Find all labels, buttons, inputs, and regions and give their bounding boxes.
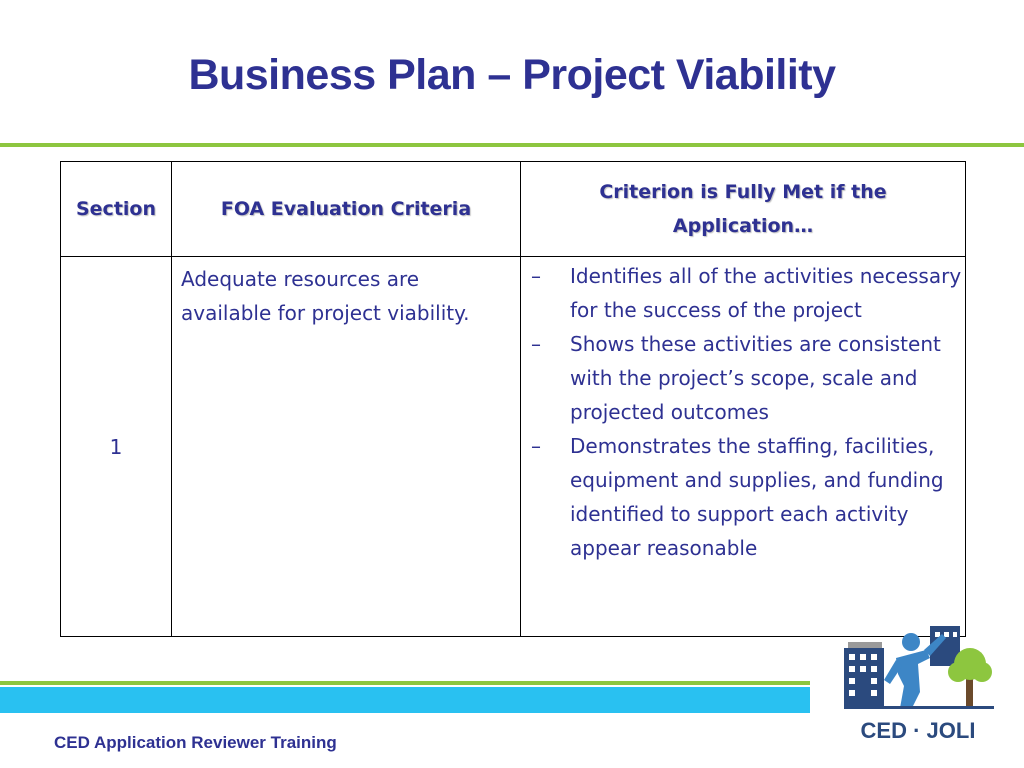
footer-text: CED Application Reviewer Training xyxy=(54,733,337,752)
list-item xyxy=(531,259,963,327)
met-criteria-list xyxy=(531,259,963,565)
table-header-row xyxy=(61,162,966,257)
list-item xyxy=(531,429,963,565)
logo-worker-figure xyxy=(884,633,946,708)
header-foa-criteria: FOA Evaluation Criteria xyxy=(172,162,521,257)
dash-bullet: – xyxy=(531,434,541,458)
criteria-table xyxy=(60,161,966,637)
footer-blue-band xyxy=(0,687,810,713)
section-number: 1 xyxy=(61,257,172,637)
header-criterion-met: Criterion is Fully Met if the Application… xyxy=(521,162,966,257)
criteria-text: Adequate resources are available for project viability. xyxy=(172,257,521,637)
table-row xyxy=(61,257,966,637)
dash-bullet: – xyxy=(531,264,541,288)
list-item-text: Demonstrates the staffing, facilities, equipment and supplies, and funding identified to support each activity appear reasonable xyxy=(570,434,944,560)
logo-text: CED · JOLI xyxy=(860,718,976,743)
ced-joli-logo xyxy=(838,620,998,750)
list-item-text: Identifies all of the activities necessary for the success of the project xyxy=(570,264,962,322)
list-item xyxy=(531,327,963,429)
title-divider xyxy=(0,143,1024,147)
slide-title: Business Plan – Project Viability xyxy=(188,51,836,99)
footer-green-rule xyxy=(0,681,810,685)
dash-bullet: – xyxy=(531,332,541,356)
met-criteria-cell xyxy=(521,257,966,637)
header-section: Section xyxy=(61,162,172,257)
list-item-text: Shows these activities are consistent with the project’s scope, scale and projected outcomes xyxy=(570,332,941,424)
